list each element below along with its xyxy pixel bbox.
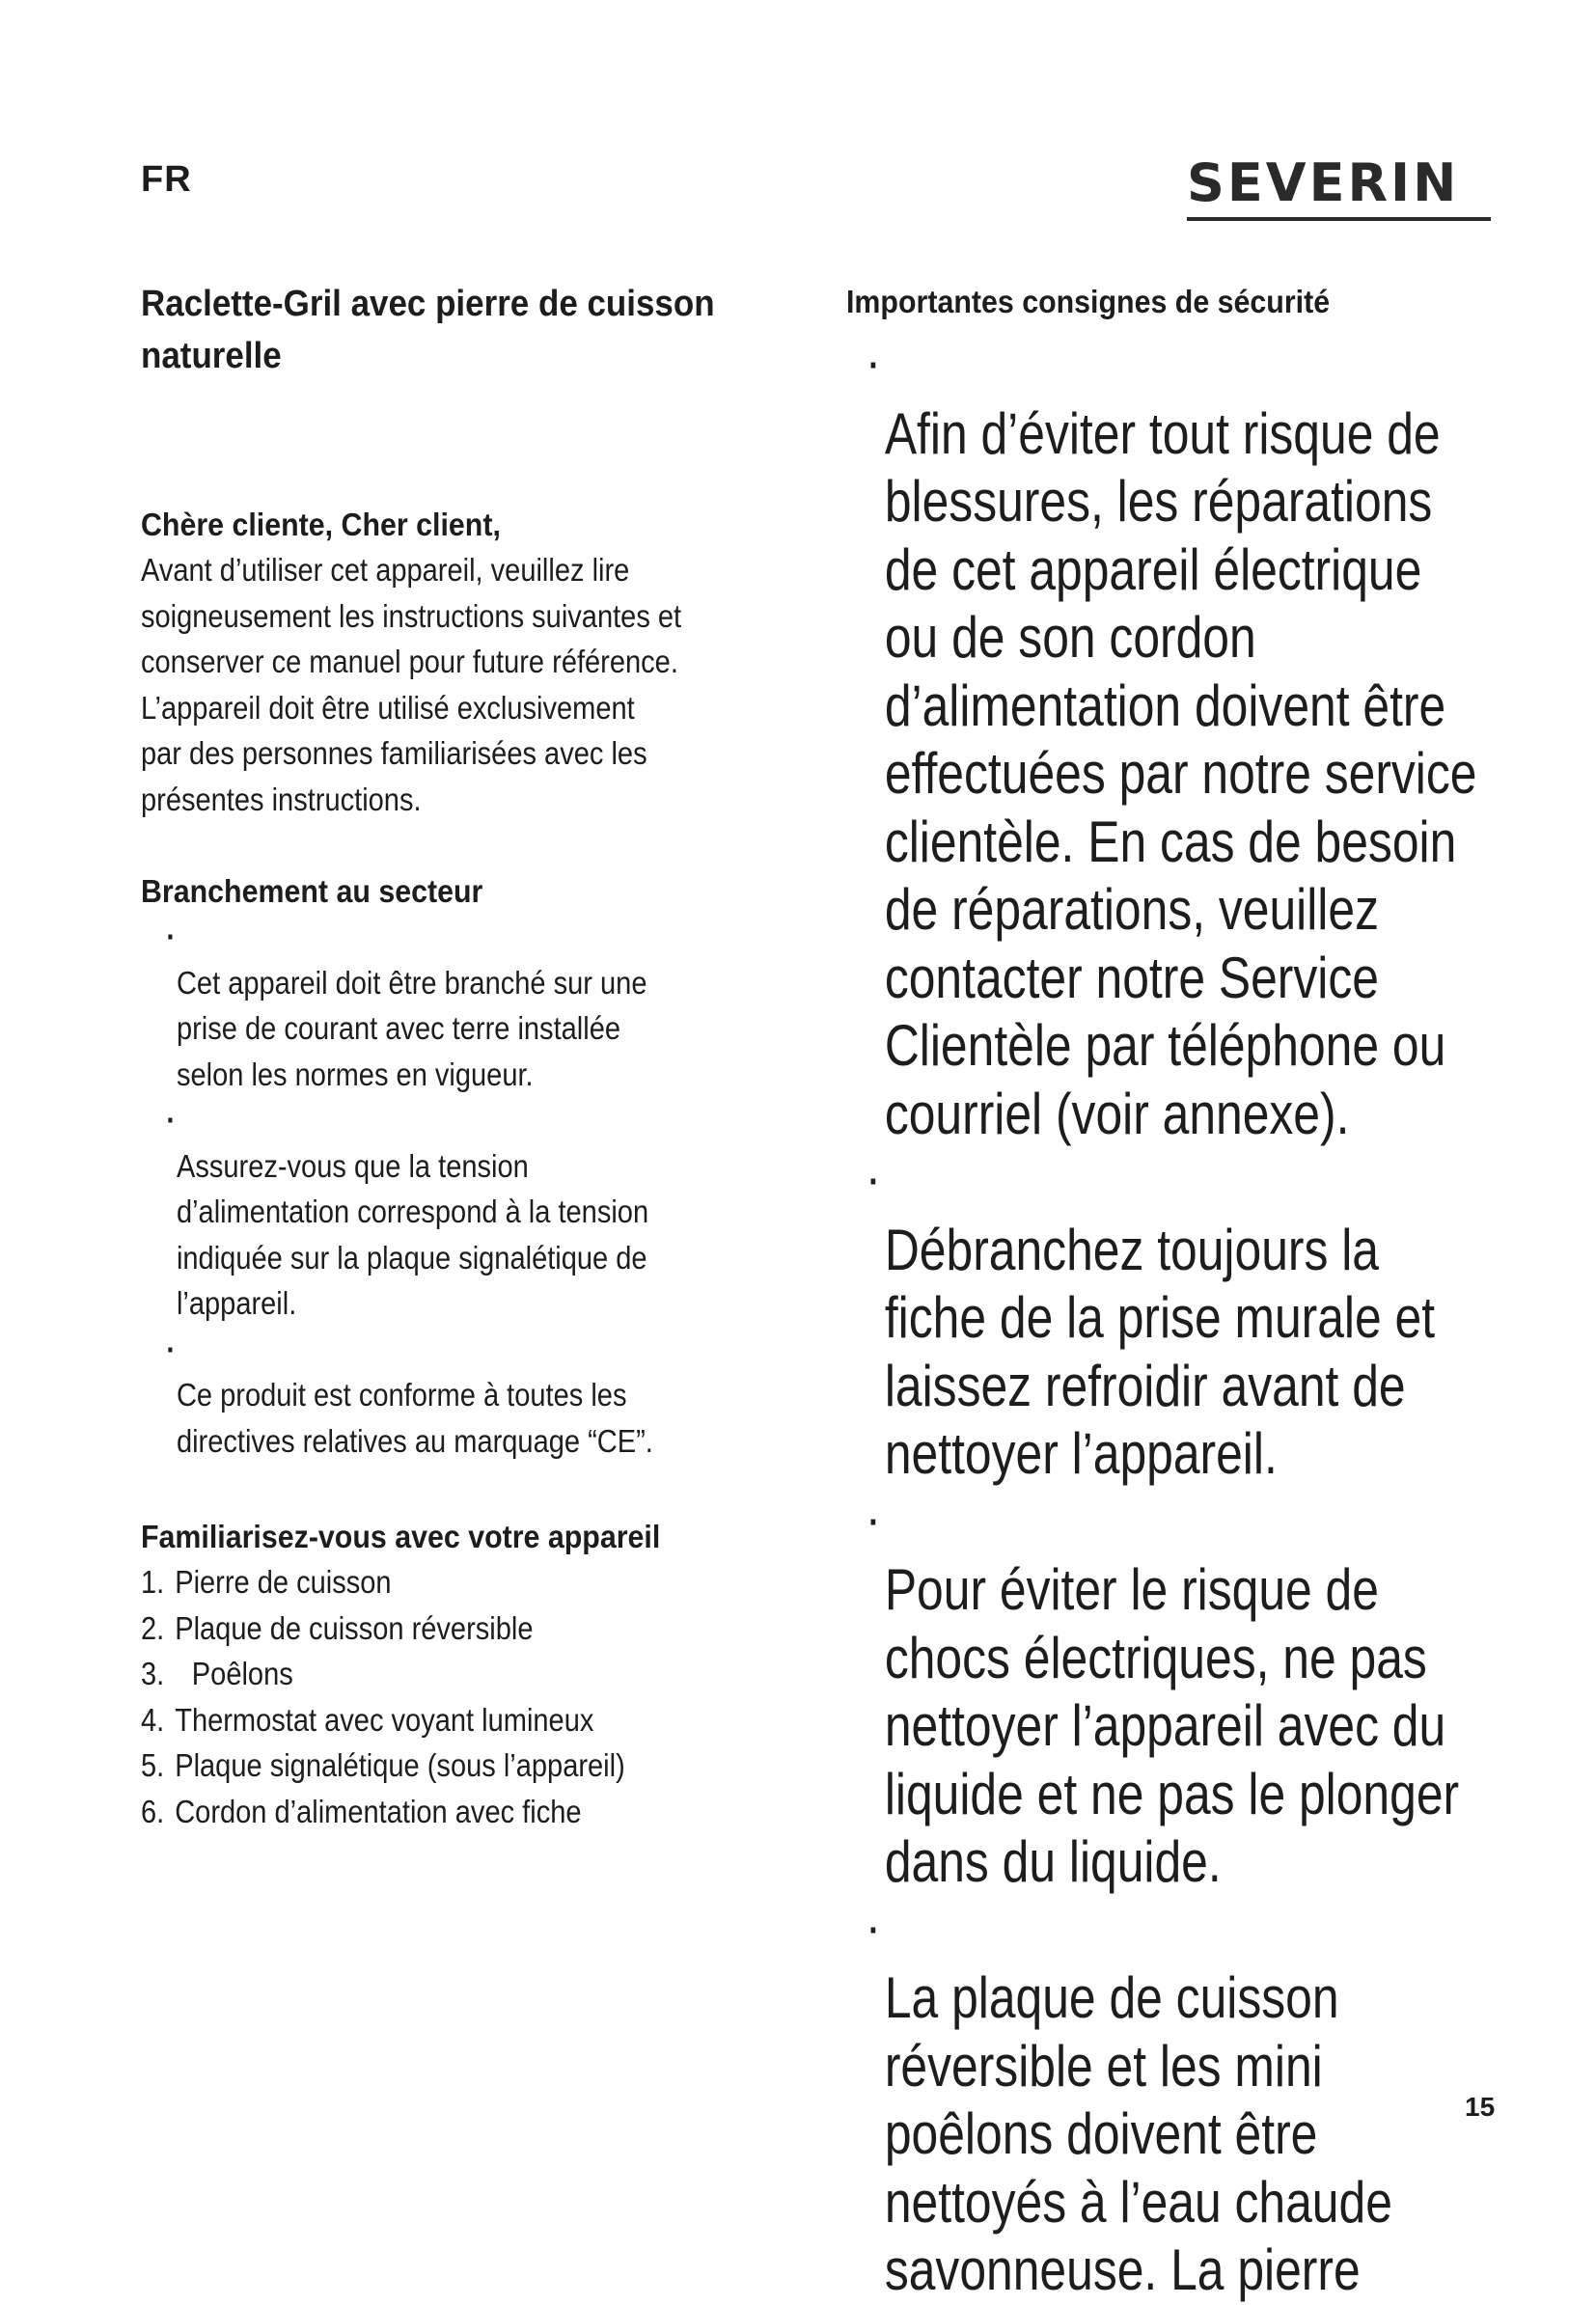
bullet-icon: · (166, 919, 177, 954)
list-item (141, 1605, 812, 1652)
right-column (846, 280, 1541, 2305)
safety-bullet-list (846, 332, 1551, 2305)
bullet-icon: · (868, 1500, 880, 1544)
section-heading-power: Branchement au secteur (141, 873, 483, 909)
list-item-text: Ce produit est conforme à toutes les directives relatives au marquage “CE”. (176, 1377, 653, 1459)
list-number: 2. (141, 1609, 165, 1646)
list-item (141, 914, 812, 1097)
list-item-text: Plaque signalétique (sous l’appareil) (175, 1747, 625, 1783)
list-item (141, 1097, 812, 1327)
list-number: 4. (141, 1701, 165, 1738)
brand-logo (1187, 150, 1496, 227)
list-item (846, 332, 1551, 1148)
list-item-text: La plaque de cuisson réversible et les mini poêlons doivent être nettoyés à l’eau chaude savonneuse. La pierre (884, 1965, 1392, 2302)
left-column (141, 278, 797, 1834)
list-item (846, 1897, 1551, 2305)
list-item-text: Pierre de cuisson (175, 1564, 392, 1600)
parts-list (141, 1559, 812, 1834)
list-number: 3. (141, 1656, 165, 1691)
list-item-text: Assurez-vous que la tension d’alimentation correspond à la tension indiquée sur la plaque signalétique de l’appareil. (176, 1147, 649, 1321)
bullet-icon: · (868, 344, 880, 387)
list-item-text: Pour éviter le risque de chocs électriques, ne pas nettoyer l’appareil avec du liquide et ne pas le plonger dans du liquide. (884, 1557, 1460, 1894)
list-item (141, 1742, 812, 1789)
list-item (141, 1327, 812, 1465)
list-item-text: Poêlons (191, 1656, 293, 1691)
brand-underline (1187, 217, 1491, 221)
power-bullet-list (141, 914, 812, 1464)
page-number: 15 (1465, 2092, 1496, 2122)
list-item (846, 1489, 1551, 1897)
list-number: 1. (141, 1564, 165, 1600)
list-item-text: Cet appareil doit être branché sur une prise de courant avec terre installée selon les normes en vigueur. (176, 964, 647, 1092)
bullet-icon: · (166, 1331, 177, 1367)
list-item-text: Thermostat avec voyant lumineux (175, 1701, 594, 1738)
list-item (141, 1651, 812, 1697)
section-heading-safety: Importantes consignes de sécurité (846, 284, 1331, 319)
greeting: Chère cliente, Cher client, (141, 507, 501, 542)
list-item (846, 1148, 1551, 1489)
language-code: FR (141, 159, 192, 200)
bullet-icon: · (868, 1908, 880, 1952)
brand-name: SEVERIN (1187, 152, 1460, 213)
list-item-text: Cordon d’alimentation avec fiche (175, 1793, 582, 1829)
list-item (141, 1789, 812, 1835)
list-item (141, 1697, 812, 1743)
section-heading-parts: Familiarisez-vous avec votre appareil (141, 1519, 661, 1554)
intro-paragraph: Avant d’utiliser cet appareil, veuillez lire soigneusement les instructions suivantes et conserver ce manuel pour future référence. L’appareil doit être utilisé exclusivement par des personnes familiarisées avec les présentes instructions. (141, 552, 682, 817)
list-number: 6. (141, 1793, 165, 1829)
bullet-icon: · (868, 1161, 880, 1203)
document-title: Raclette-Gril avec pierre de cuisson naturelle (141, 284, 715, 376)
list-item-text: Afin d’éviter tout risque de blessures, les réparations de cet appareil électrique ou de son cordon d’alimentation doivent être effectuées par notre service clientèle. En cas de besoin de réparations, veuillez contacter notre Service Clientèle par téléphone ou courriel (voir annexe). (884, 400, 1477, 1146)
list-item-text: Débranchez toujours la fiche de la prise murale et laissez refroidir avant de nettoyer l’appareil. (884, 1217, 1436, 1486)
list-item (141, 1559, 812, 1605)
bullet-icon: · (166, 1102, 177, 1138)
list-number: 5. (141, 1747, 165, 1783)
list-item-text: Plaque de cuisson réversible (175, 1609, 534, 1646)
